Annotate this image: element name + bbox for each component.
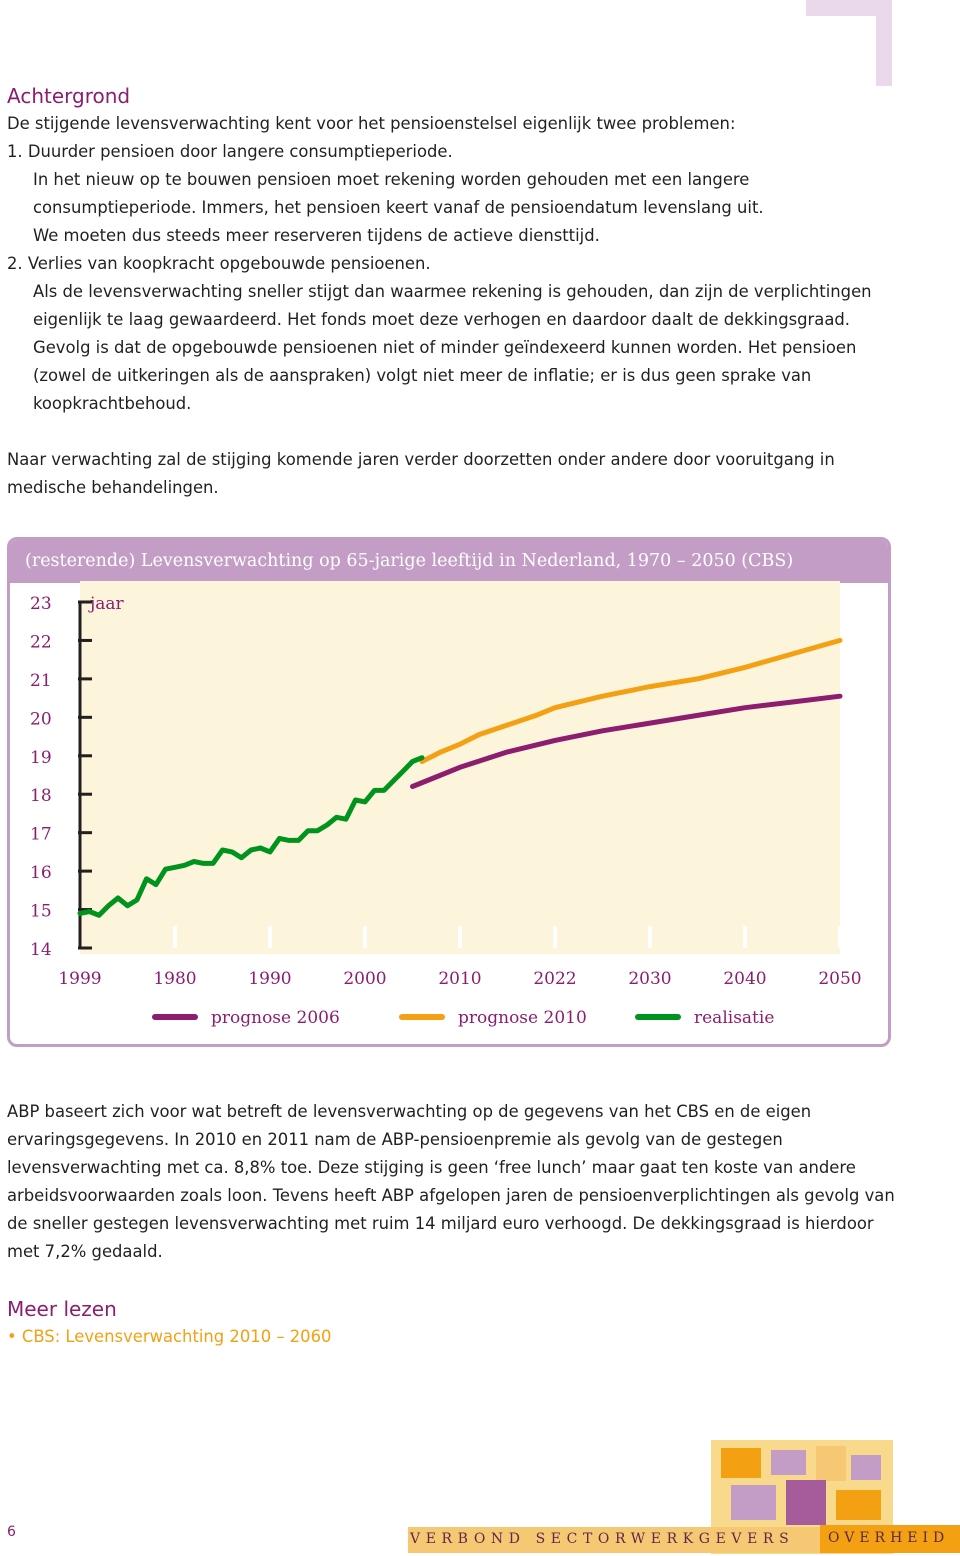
- x-tick-label: 2050: [818, 969, 862, 989]
- life-expectancy-chart: [7, 537, 891, 1047]
- y-tick-label: 18: [30, 786, 52, 807]
- item-2-line: Als de levensverwachting sneller stijgt dan waarmee rekening is gehouden, dan zijn de verplichtingen: [33, 282, 872, 301]
- y-tick-label: 21: [30, 670, 52, 691]
- corner-decoration: [806, 0, 892, 86]
- page-number: 6: [7, 1524, 16, 1540]
- y-tick-label: 14: [30, 940, 52, 960]
- paragraph-line: ABP baseert zich voor wat betreft de levensverwachting op de gegevens van het CBS en de eigen: [7, 1102, 812, 1121]
- item-1-title: 1. Duurder pensioen door langere consumptieperiode.: [7, 142, 453, 161]
- x-tick-label: 2010: [438, 969, 482, 989]
- y-axis-label: jaar: [90, 594, 124, 614]
- item-2-line: Gevolg is dat de opgebouwde pensioenen niet of minder geïndexeerd kunnen worden. Het pensioen: [33, 338, 857, 357]
- y-tick-label: 20: [30, 709, 52, 730]
- x-tick-label: 2040: [723, 969, 767, 989]
- bullet: •: [7, 1327, 17, 1346]
- paragraph-line: met 7,2% gedaald.: [7, 1242, 163, 1261]
- legend-label: prognose 2010: [458, 1008, 587, 1028]
- item-2-line: koopkrachtbehoud.: [33, 394, 192, 413]
- paragraph-line: arbeidsvoorwaarden zoals loon. Tevens heeft ABP afgelopen jaren de pensioenverplichtingen als gevolg van: [7, 1186, 895, 1205]
- legend-label: realisatie: [694, 1008, 775, 1028]
- intro-line: De stijgende levensverwachting kent voor het pensioenstelsel eigenlijk twee problemen:: [7, 114, 736, 133]
- item-2-title: 2. Verlies van koopkracht opgebouwde pensioenen.: [7, 254, 431, 273]
- footer-sector-label: OVERHEID: [828, 1530, 950, 1546]
- x-tick-label: 1990: [248, 969, 292, 989]
- paragraph-line: medische behandelingen.: [7, 478, 219, 497]
- paragraph-line: Naar verwachting zal de stijging komende jaren verder doorzetten onder andere door vooruitgang in: [7, 450, 835, 469]
- after-chart-section: [7, 1098, 897, 1266]
- y-tick-label: 19: [30, 747, 52, 768]
- y-tick-label: 22: [30, 632, 52, 653]
- footer-sector: [820, 1525, 960, 1553]
- item-1-line: We moeten dus steeds meer reserveren tijdens de actieve diensttijd.: [33, 226, 600, 245]
- intro-section: [7, 82, 897, 502]
- cbs-link[interactable]: CBS: Levensverwachting 2010 – 2060: [21, 1327, 332, 1346]
- chart-svg: [10, 540, 888, 1044]
- paragraph-line: de sneller gestegen levensverwachting met ruim 14 miljard euro verhoogd. De dekkingsgraad is hierdoor: [7, 1214, 874, 1233]
- legend-label: prognose 2006: [211, 1008, 340, 1028]
- section-heading-meer-lezen: Meer lezen: [7, 1297, 117, 1321]
- section-heading-achtergrond: Achtergrond: [7, 84, 131, 108]
- chart-title: (resterende) Levensverwachting op 65-jarige leeftijd in Nederland, 1970 – 2050 (CBS): [10, 540, 888, 583]
- x-tick-label: 1980: [153, 969, 197, 989]
- y-tick-label: 17: [30, 824, 52, 845]
- paragraph-line: levensverwachting met ca. 8,8% toe. Deze stijging is geen ‘free lunch’ maar gaat ten koste van andere: [7, 1158, 856, 1177]
- y-tick-label: 15: [30, 901, 52, 922]
- item-2-line: (zowel de uitkeringen als de aanspraken) volgt niet meer de inflatie; er is dus geen sprake van: [33, 366, 812, 385]
- y-tick-label: 16: [30, 863, 52, 884]
- x-tick-label: 1999: [58, 969, 102, 989]
- item-1-line: consumptieperiode. Immers, het pensioen keert vanaf de pensioendatum levenslang uit.: [33, 198, 764, 217]
- paragraph-line: ervaringsgegevens. In 2010 en 2011 nam de ABP-pensioenpremie als gevolg van de gestegen: [7, 1130, 783, 1149]
- x-tick-label: 2000: [343, 969, 387, 989]
- y-tick-label: 23: [30, 594, 52, 614]
- x-tick-label: 2030: [628, 969, 672, 989]
- meer-lezen-section: [7, 1295, 897, 1351]
- x-tick-label: 2022: [533, 969, 577, 989]
- footer-organisation: VERBOND SECTORWERKGEVERS: [410, 1531, 795, 1547]
- item-1-line: In het nieuw op te bouwen pensioen moet rekening worden gehouden met een langere: [33, 170, 750, 189]
- item-2-line: eigenlijk te laag gewaardeerd. Het fonds moet deze verhogen en daardoor daalt de dekkingsgraad.: [33, 310, 850, 329]
